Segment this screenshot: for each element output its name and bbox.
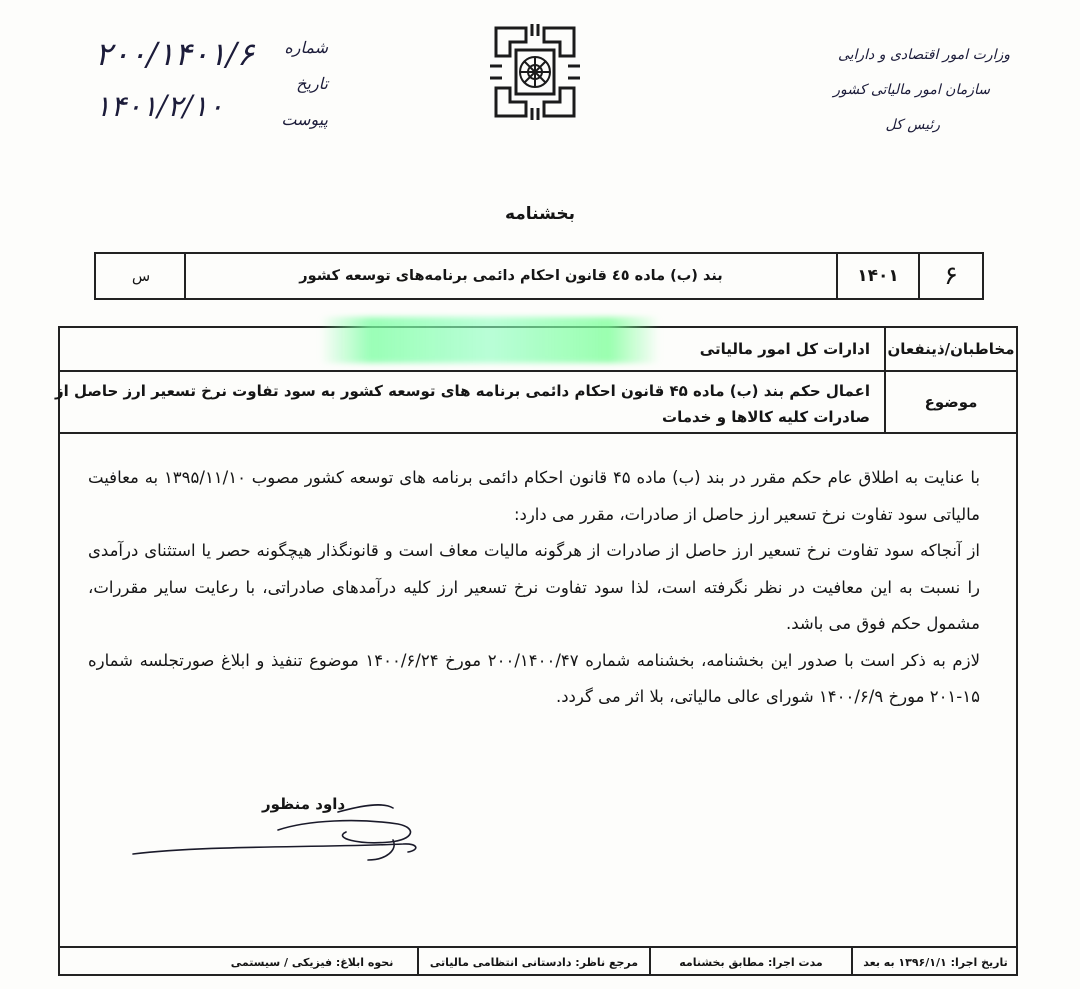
reference-row bbox=[94, 252, 984, 300]
document-title: بخشنامه bbox=[504, 204, 576, 224]
reference-subject: بند (ب) ماده ٤٥ قانون احکام دائمی برنامه‌های توسعه کشور bbox=[299, 268, 723, 284]
redaction-highlight bbox=[320, 317, 660, 363]
recipients-label: مخاطبان/ذینفعان bbox=[887, 340, 1015, 358]
reference-seq: ۶ bbox=[944, 261, 958, 291]
meta-values bbox=[95, 28, 270, 132]
ministry-header bbox=[750, 38, 1010, 143]
footer-notify: نحوه ابلاغ: فیزیکی / سیستمی bbox=[230, 955, 394, 969]
footer-supervisor: مرجع ناظر: دادستانی انتظامی مالیاتی bbox=[429, 955, 639, 969]
attachment-label: پیوست bbox=[281, 110, 328, 129]
body-paragraph-3: لازم به ذکر است با صدور این بخشنامه، بخشنامه شماره ۲۰۰/۱۴۰۰/۴۷ مورخ ۱۴۰۰/۶/۲۴ موضوع تنفیذ و ابلاغ صورتجلسه شماره ۱۵-۲۰۱ مورخ ۱۴۰۰/۶/۹ شورای عالی مالیاتی، بلا اثر می گردد. bbox=[88, 650, 981, 706]
head-title-line: رئیس کل bbox=[885, 117, 940, 133]
reference-code: س bbox=[131, 267, 151, 285]
subject-line-1: اعمال حکم بند (ب) ماده ۴۵ قانون احکام دائمی برنامه های توسعه کشور به سود تفاوت نرخ تسعیر ارز حاصل از bbox=[54, 382, 870, 400]
recipients-value: ادارات کل امور مالیاتی bbox=[699, 340, 870, 358]
body-text bbox=[88, 460, 988, 716]
date-label: تاریخ bbox=[296, 74, 328, 93]
reference-year: ۱۴۰۱ bbox=[857, 266, 899, 286]
signature-mark bbox=[128, 790, 428, 880]
number-label: شماره bbox=[284, 38, 328, 57]
footer-row bbox=[58, 946, 1018, 976]
ministry-line: وزارت امور اقتصادی و دارایی bbox=[837, 47, 1010, 63]
organization-line: سازمان امور مالیاتی کشور bbox=[833, 82, 990, 98]
emblem-logo bbox=[486, 20, 584, 124]
subject-label: موضوع bbox=[924, 393, 978, 411]
letter-number: ۲۰۰/۱۴۰۱/۶ bbox=[95, 35, 255, 73]
footer-exec-date: تاریخ اجرا: ۱۳۹۶/۱/۱ به بعد bbox=[863, 955, 1008, 969]
footer-validity: مدت اجرا: مطابق بخشنامه bbox=[679, 955, 823, 969]
body-paragraph-2: از آنجاکه سود تفاوت نرخ تسعیر ارز حاصل از صادرات از هرگونه مالیات معاف است و قانونگذار هیچگونه حصر یا استثنای درآمدی را نسبت به این معافیت در نظر نگرفته است، لذا سود تفاوت نرخ تسعیر ارز کلیه درآمدهای صادراتی، با رعایت سایر مقررات، مشمول حکم فوق می باشد. bbox=[88, 541, 980, 633]
letter-date: ۱۴۰۱/۲/۱۰ bbox=[95, 89, 224, 123]
signer-name: داود منظور bbox=[262, 795, 346, 813]
subject-value bbox=[54, 378, 884, 432]
subject-line-2: صادرات کلیه کالاها و خدمات bbox=[662, 408, 870, 426]
body-paragraph-1: با عنایت به اطلاق عام حکم مقرر در بند (ب) ماده ۴۵ قانون احکام دائمی برنامه های توسعه کشور مصوب ۱۳۹۵/۱۱/۱۰ به معافیت مالیاتی سود تفاوت نرخ تسعیر ارز حاصل از صادرات، مقرر می دارد: bbox=[88, 468, 980, 524]
